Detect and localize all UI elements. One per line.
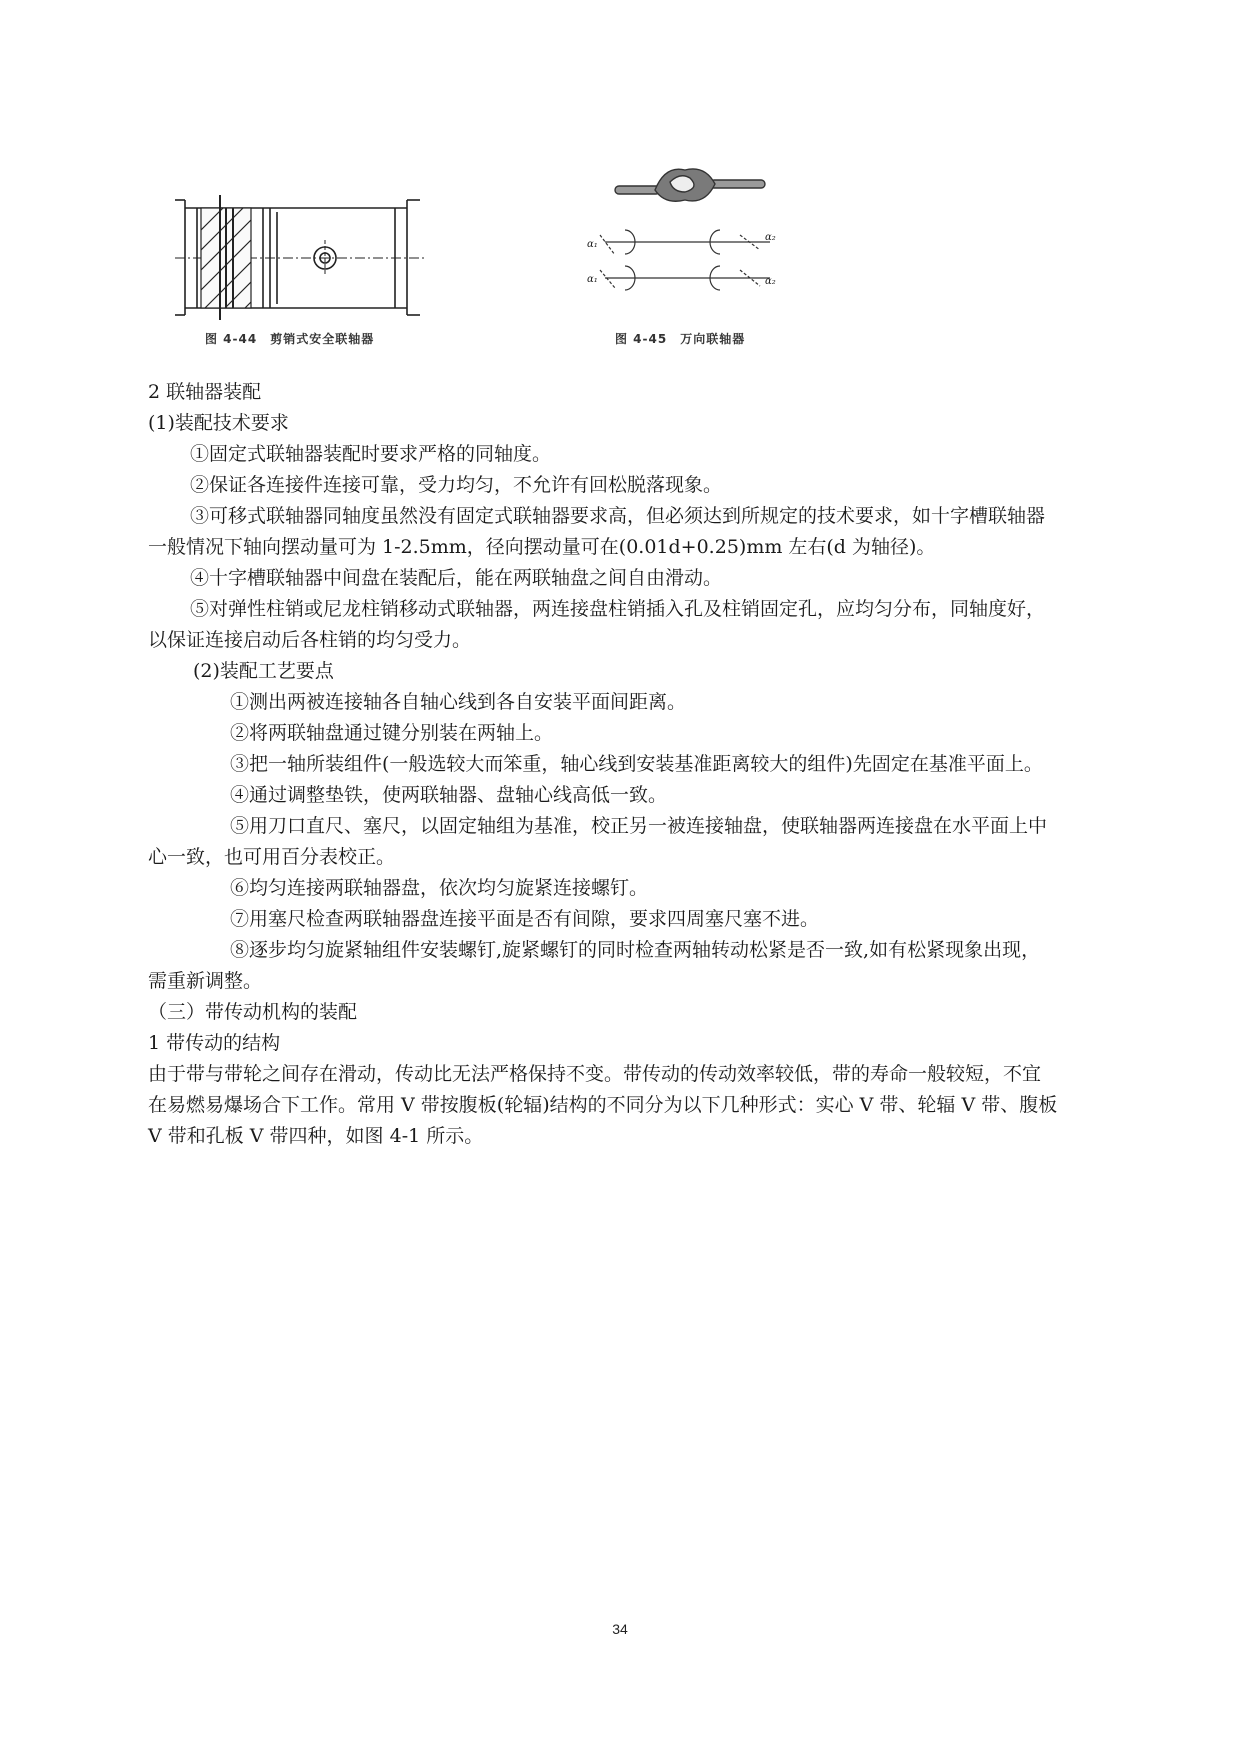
step-5-line1: ⑤用刀口直尺、塞尺，以固定轴组为基准，校正另一被连接轴盘，使联轴器两连接盘在水平面上中 [230, 815, 1048, 837]
requirement-3-line1: ③可移式联轴器同轴度虽然没有固定式联轴器要求高，但必须达到所规定的技术要求，如十字槽联轴器 [190, 505, 1046, 527]
subsection-2-title: (2)装配工艺要点 [193, 660, 334, 682]
requirement-2: ②保证各连接件连接可靠，受力均匀，不允许有回松脱落现象。 [190, 474, 723, 496]
requirement-5-line2: 以保证连接启动后各柱销的均匀受力。 [148, 629, 472, 651]
requirement-4: ④十字槽联轴器中间盘在装配后，能在两联轴盘之间自由滑动。 [190, 567, 723, 589]
step-3: ③把一轴所装组件(一般选较大而笨重，轴心线到安装基准距离较大的组件)先固定在基准平面上。 [230, 753, 1043, 775]
subsection-1-title: (1)装配技术要求 [148, 412, 289, 434]
figure-4-44-caption: 图 4-44 剪销式安全联轴器 [205, 332, 375, 346]
universal-joint-drawing-icon [585, 160, 785, 315]
figure-4-44 [175, 180, 425, 346]
subsection-3-1-title: 1 带传动的结构 [148, 1032, 281, 1054]
step-8-line2: 需重新调整。 [148, 970, 263, 992]
step-7: ⑦用塞尺检查两联轴器盘连接平面是否有间隙，要求四周塞尺塞不进。 [230, 908, 820, 930]
paragraph-1-line1: 由于带与带轮之间存在滑动，传动比无法严格保持不变。带传动的传动效率较低，带的寿命一般较短，不宜 [148, 1063, 1042, 1085]
requirement-1: ①固定式联轴器装配时要求严格的同轴度。 [190, 443, 552, 465]
step-8-line1: ⑧逐步均匀旋紧轴组件安装螺钉,旋紧螺钉的同时检查两轴转动松紧是否一致,如有松紧现象出现， [230, 939, 1041, 961]
step-6: ⑥均匀连接两联轴器盘，依次均匀旋紧连接螺钉。 [230, 877, 649, 899]
requirement-5-line1: ⑤对弹性柱销或尼龙柱销移动式联轴器，两连接盘柱销插入孔及柱销固定孔，应均匀分布，同轴度好， [190, 598, 1046, 620]
requirement-3-line2: 一般情况下轴向摆动量可为 1-2.5mm，径向摆动量可在(0.01d+0.25)mm 左右(d 为轴径)。 [148, 536, 936, 558]
step-4: ④通过调整垫铁，使两联轴器、盘轴心线高低一致。 [230, 784, 668, 806]
paragraph-1-line3: V 带和孔板 V 带四种，如图 4-1 所示。 [148, 1125, 484, 1147]
figure-4-45 [585, 160, 785, 346]
step-1: ①测出两被连接轴各自轴心线到各自安装平面间距离。 [230, 691, 687, 713]
alpha1-bottom-label: α₁ [587, 274, 598, 285]
step-5-line2: 心一致，也可用百分表校正。 [148, 846, 396, 868]
shear-pin-coupling-drawing-icon [175, 180, 425, 320]
step-2: ②将两联轴盘通过键分别装在两轴上。 [230, 722, 554, 744]
section-3-title: （三）带传动机构的装配 [148, 1001, 358, 1023]
alpha2-bottom-label: α₂ [765, 276, 776, 287]
section-2-title: 2 联轴器装配 [148, 381, 262, 403]
figure-4-45-caption: 图 4-45 万向联轴器 [615, 332, 746, 346]
alpha1-top-label: α₁ [587, 239, 598, 250]
page-number: 34 [612, 1621, 628, 1637]
alpha2-top-label: α₂ [765, 232, 776, 243]
paragraph-1-line2: 在易燃易爆场合下工作。常用 V 带按腹板(轮辐)结构的不同分为以下几种形式：实心 V 带、轮辐 V 带、腹板 [148, 1094, 1058, 1116]
